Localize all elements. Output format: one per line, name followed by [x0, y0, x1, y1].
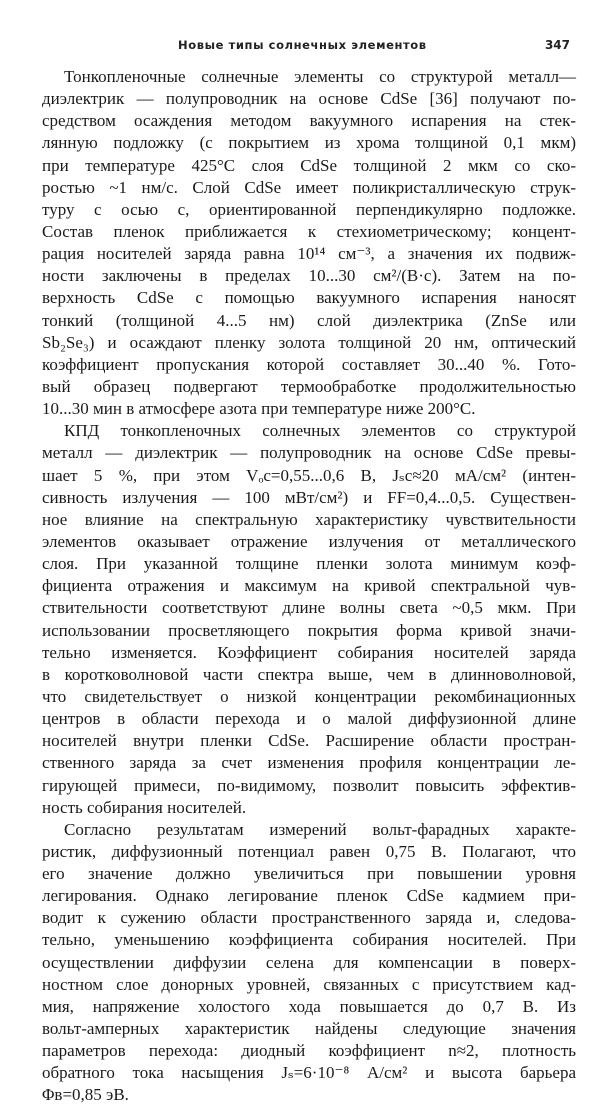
text-line: металл — диэлектрик — полупроводник на основе CdSe превы-	[42, 443, 576, 463]
text-line: его значение должно увеличиться при повышении уровня	[42, 864, 576, 884]
text-line: ристик, диффузионный потенциал равен 0,75 В. Полагают, что	[42, 841, 576, 861]
text-line: обратного тока насыщения Jₛ=6·10⁻⁸ А/см² и высота барьера	[42, 1063, 576, 1083]
text-line: элементов оказывает отражение излучения от металлического	[42, 531, 576, 551]
text-line: ствительности соответствуют длине волны света ~0,5 мкм. При	[42, 598, 576, 618]
text-line: лянную подложку (с покрытием из хрома толщиной 0,1 мкм)	[42, 133, 576, 153]
text-line: при температуре 425°С слоя CdSe толщиной 2 мкм со ско-	[42, 155, 576, 175]
text-line: коэффициент пропускания которой составляет 30...40 %. Гото-	[42, 354, 576, 374]
text-line: рация носителей заряда равна 10¹⁴ см⁻³, а значения их подвиж-	[42, 244, 576, 264]
text-line: вый образец подвергают термообработке продолжительностью	[42, 376, 576, 396]
paragraph-1	[42, 66, 576, 420]
text-line: тельно, уменьшению коэффициента собирания носителей. При	[42, 930, 576, 950]
paragraph-2	[42, 420, 576, 819]
text-line: тельно изменяется. Коэффициент собирания носителей заряда	[42, 642, 576, 662]
text-line: центров в области перехода и о малой диффузионной длине	[42, 709, 576, 729]
text-line: КПД тонкопленочных солнечных элементов со структурой	[64, 421, 576, 441]
running-title: Новые типы солнечных элементов	[178, 38, 427, 52]
text-line: слоя. При указанной толщине пленки золота минимум коэф-	[42, 554, 576, 574]
text-line: фициента отражения и максимум на кривой спектральной чув-	[42, 576, 576, 596]
paragraph-3	[42, 819, 576, 1107]
text-line: ностном слое донорных уровней, связанных с присутствием кад-	[42, 974, 576, 994]
text-line: гирующей примеси, по-видимому, позволит повысить эффектив-	[42, 775, 576, 795]
text-line: легирования. Однако легирование пленок CdSe кадмием при-	[42, 886, 576, 906]
text-line: Φв=0,85 эВ.	[42, 1085, 129, 1105]
text-line: ность собирания носителей.	[42, 797, 247, 817]
text-line: мия, напряжение холостого хода повышается до 0,7 В. Из	[42, 996, 576, 1016]
text-line: шает 5 %, при этом Vₒc=0,55...0,6 В, Jₛc≈20 мА/см² (интен-	[42, 465, 576, 485]
running-head	[64, 38, 570, 58]
page-number: 347	[544, 38, 570, 52]
text-line: ности заключены в пределах 10...30 см²/(В·с). Затем на по-	[42, 266, 576, 286]
text-line: сивность излучения — 100 мВт/см²) и FF=0,4...0,5. Существен-	[42, 487, 576, 507]
text-line: в коротковолновой части спектра выше, чем в длинноволновой,	[42, 664, 576, 684]
text-line: 10...30 мин в атмосфере азота при температуре ниже 200°С.	[42, 399, 476, 419]
text-line: ное влияние на спектральную характеристику чувствительности	[42, 509, 576, 529]
text-line: средством осаждения методом вакуумного испарения на стек-	[42, 111, 576, 131]
text-line: параметров перехода: диодный коэффициент n≈2, плотность	[42, 1041, 576, 1061]
text-line: туру с осью c, ориентированной перпендикулярно подложке.	[42, 199, 576, 219]
text-line: Согласно результатам измерений вольт-фарадных характе-	[64, 819, 576, 839]
text-line: ственного заряда за счет изменения профиля концентрации ле-	[42, 753, 576, 773]
text-line: ростью ~1 нм/с. Слой CdSe имеет поликристаллическую струк-	[42, 177, 576, 197]
body-text	[42, 66, 576, 1107]
text-line: вольт-амперных характеристик найдены следующие значения	[42, 1019, 576, 1039]
text-line: Sb₂Se₃) и осаждают пленку золота толщиной 20 нм, оптический	[42, 332, 576, 352]
text-line: верхность CdSe с помощью вакуумного испарения наносят	[42, 288, 576, 308]
text-line: водит к сужению области пространственного заряда и, следова-	[42, 908, 576, 928]
text-line: диэлектрик — полупроводник на основе CdSe [36] получают по-	[42, 89, 576, 109]
text-line: Тонкопленочные солнечные элементы со структурой металл—	[64, 67, 576, 86]
text-line: тонкий (толщиной 4...5 нм) слой диэлектрика (ZnSe или	[42, 310, 576, 330]
text-line: осуществлении диффузии селена для компенсации в поверх-	[42, 952, 576, 972]
text-line: носителей внутри пленки CdSe. Расширение области простран-	[42, 731, 576, 751]
text-line: Состав пленок приближается к стехиометрическому; концент-	[42, 221, 576, 241]
text-line: использовании просветляющего покрытия форма кривой значи-	[42, 620, 576, 640]
text-line: что свидетельствует о низкой концентрации рекомбинационных	[42, 686, 576, 706]
